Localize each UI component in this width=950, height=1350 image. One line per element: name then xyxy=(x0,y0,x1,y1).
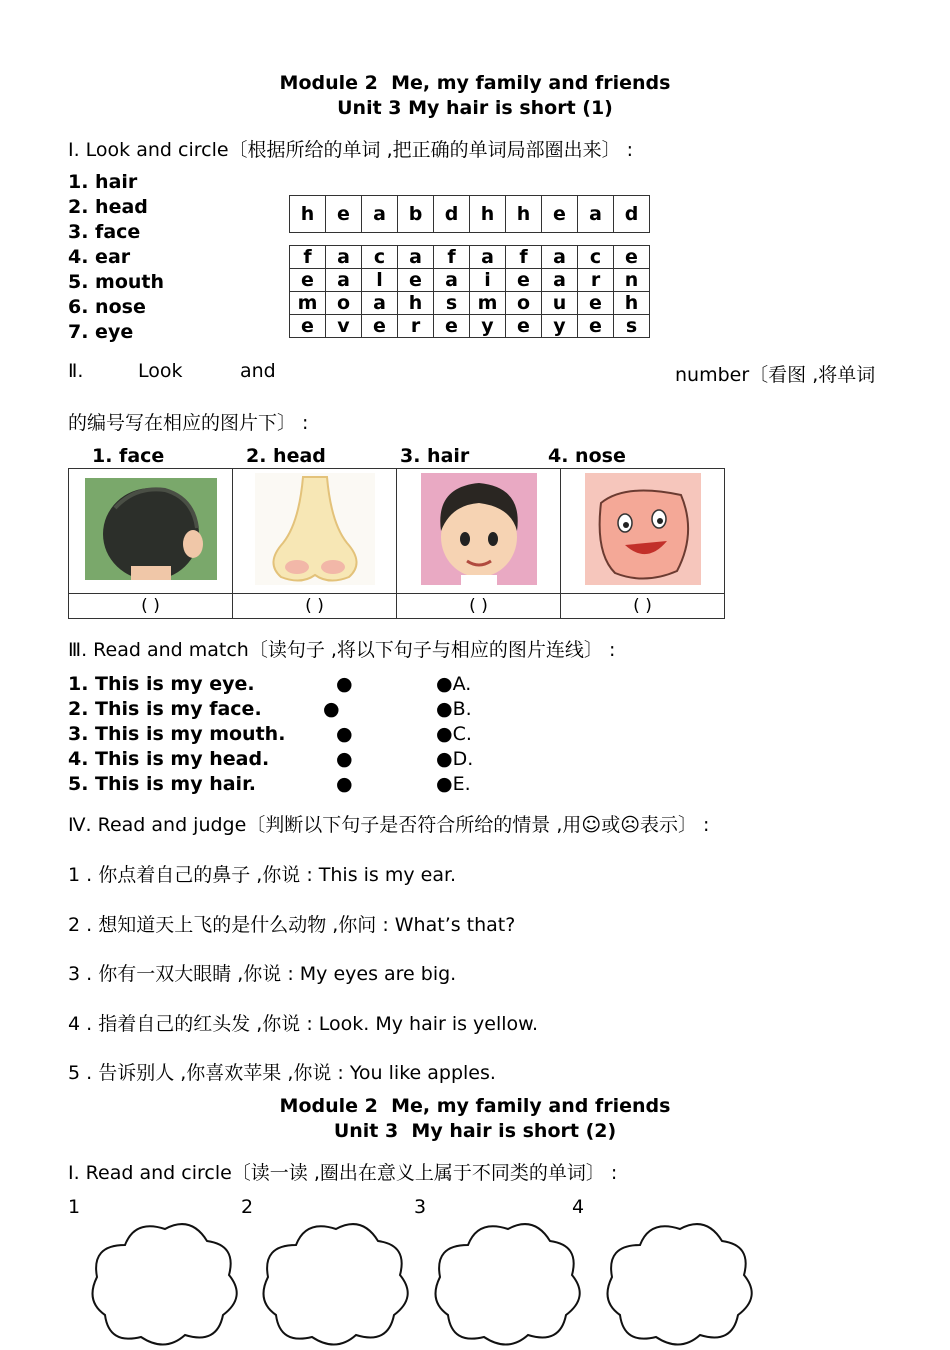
nose-illustration xyxy=(255,473,375,585)
word-cloud-3 xyxy=(428,1215,590,1350)
picture-word-head: 2. head xyxy=(246,445,326,467)
grid-cell[interactable]: a xyxy=(542,246,578,269)
word-item: 4. ear xyxy=(68,246,131,268)
match-letter[interactable]: ●B. xyxy=(436,698,472,720)
grid-cell[interactable]: m xyxy=(290,292,326,315)
answer-blank[interactable]: ( ) xyxy=(69,594,233,619)
grid-cell[interactable]: l xyxy=(362,269,398,292)
match-letter[interactable]: ●D. xyxy=(436,748,474,770)
grid-cell[interactable]: b xyxy=(398,196,434,233)
cloud-number: 2 xyxy=(241,1196,254,1218)
judge-item: 2 . 想知道天上飞的是什么动物 ,你问 : What’s that? xyxy=(68,914,516,936)
grid-cell[interactable]: o xyxy=(506,292,542,315)
section2-heading-and: and xyxy=(240,360,276,382)
section2-heading-number: number〔看图 ,将单词 xyxy=(675,364,876,386)
module-title-2: Module 2 Me, my family and friends xyxy=(279,1095,671,1117)
match-left-dots xyxy=(323,672,353,797)
grid-cell[interactable]: v xyxy=(326,315,362,338)
picture-word-hair: 3. hair xyxy=(400,445,470,467)
match-dot[interactable]: ● xyxy=(336,723,353,745)
grid-cell[interactable]: a xyxy=(326,269,362,292)
section4-heading: Ⅳ. Read and judge〔判断以下句子是否符合所给的情景 ,用☺或☹表示〕 : xyxy=(68,814,710,836)
grid-cell[interactable]: s xyxy=(614,315,650,338)
cloud-number: 3 xyxy=(414,1196,427,1218)
grid-cell[interactable]: a xyxy=(578,196,614,233)
match-letter[interactable]: ●E. xyxy=(436,773,471,795)
answer-blank[interactable]: ( ) xyxy=(397,594,561,619)
word-item: 7. eye xyxy=(68,321,134,343)
grid-cell[interactable]: s xyxy=(434,292,470,315)
picture-cell xyxy=(69,469,233,594)
picture-cell xyxy=(561,469,725,594)
grid-cell[interactable]: e xyxy=(578,315,614,338)
match-dot[interactable]: ● xyxy=(336,673,353,695)
head-back-illustration xyxy=(85,478,217,580)
picture-cell xyxy=(397,469,561,594)
grid-cell[interactable]: a xyxy=(398,246,434,269)
word-cloud-1 xyxy=(85,1215,247,1350)
grid-cell[interactable]: e xyxy=(290,269,326,292)
grid-cell[interactable]: h xyxy=(506,196,542,233)
grid-cell[interactable]: e xyxy=(398,269,434,292)
section2-heading-look: Look xyxy=(138,360,183,382)
section3-heading: Ⅲ. Read and match〔读句子 ,将以下句子与相应的图片连线〕 : xyxy=(68,639,616,661)
word-item: 1. hair xyxy=(68,171,138,193)
picture-cell xyxy=(233,469,397,594)
answer-blank[interactable]: ( ) xyxy=(233,594,397,619)
cloud-number: 4 xyxy=(572,1196,585,1218)
grid-cell[interactable]: a xyxy=(362,292,398,315)
match-dot[interactable]: ● xyxy=(336,748,353,770)
grid-cell[interactable]: e xyxy=(290,315,326,338)
match-sentence: 2. This is my face. xyxy=(68,698,262,720)
match-letter[interactable]: ●A. xyxy=(436,673,472,695)
judge-item: 4 . 指着自己的红头发 ,你说 : Look. My hair is yellow. xyxy=(68,1013,539,1035)
word-cloud-2 xyxy=(256,1215,418,1350)
picture-word-face: 1. face xyxy=(92,445,165,467)
smiling-face-illustration xyxy=(585,473,701,585)
word-item: 2. head xyxy=(68,196,148,218)
picture-table xyxy=(68,468,725,619)
grid-cell[interactable]: i xyxy=(470,269,506,292)
letter-grid-top xyxy=(289,195,650,233)
grid-cell[interactable]: u xyxy=(542,292,578,315)
word-item: 6. nose xyxy=(68,296,146,318)
word-item: 5. mouth xyxy=(68,271,165,293)
grid-cell[interactable]: c xyxy=(578,246,614,269)
section2-heading-cont: 的编号写在相应的图片下〕 : xyxy=(68,412,309,434)
match-sentence: 4. This is my head. xyxy=(68,748,270,770)
grid-cell[interactable]: o xyxy=(326,292,362,315)
word-cloud-4 xyxy=(600,1215,762,1350)
letter-grid-bottom xyxy=(289,245,650,338)
grid-cell[interactable]: e xyxy=(578,292,614,315)
picture-word-nose: 4. nose xyxy=(548,445,626,467)
grid-cell[interactable]: e xyxy=(362,315,398,338)
grid-cell[interactable]: a xyxy=(362,196,398,233)
grid-cell[interactable]: e xyxy=(506,269,542,292)
grid-cell[interactable]: f xyxy=(434,246,470,269)
match-sentence: 1. This is my eye. xyxy=(68,673,255,695)
grid-cell[interactable]: c xyxy=(362,246,398,269)
boy-face-illustration xyxy=(421,473,537,585)
judge-item: 3 . 你有一双大眼睛 ,你说 : My eyes are big. xyxy=(68,963,457,985)
unit-title: Unit 3 My hair is short (1) xyxy=(337,97,613,119)
grid-cell[interactable]: a xyxy=(434,269,470,292)
grid-cell[interactable]: d xyxy=(614,196,650,233)
match-sentences xyxy=(68,672,285,797)
judge-item: 1 . 你点着自己的鼻子 ,你说 : This is my ear. xyxy=(68,864,457,886)
cloud-number: 1 xyxy=(68,1196,81,1218)
match-sentence: 5. This is my hair. xyxy=(68,773,256,795)
match-dot[interactable]: ● xyxy=(336,773,353,795)
grid-cell[interactable]: h xyxy=(614,292,650,315)
section2-heading-roman: Ⅱ. xyxy=(68,360,84,382)
judge-item: 5 . 告诉别人 ,你喜欢苹果 ,你说 : You like apples. xyxy=(68,1062,496,1084)
grid-cell[interactable]: h xyxy=(398,292,434,315)
grid-cell[interactable]: r xyxy=(398,315,434,338)
module-title: Module 2 Me, my family and friends xyxy=(279,72,671,94)
grid-cell[interactable]: f xyxy=(290,246,326,269)
word-list xyxy=(68,170,164,345)
match-sentence: 3. This is my mouth. xyxy=(68,723,286,745)
section1-heading: I. Look and circle〔根据所给的单词 ,把正确的单词局部圈出来〕 : xyxy=(68,139,634,161)
unit-title-2: Unit 3 My hair is short (2) xyxy=(333,1120,617,1142)
grid-cell[interactable]: h xyxy=(470,196,506,233)
match-letters xyxy=(436,672,473,797)
match-letter[interactable]: ●C. xyxy=(436,723,472,745)
grid-cell[interactable]: a xyxy=(326,246,362,269)
grid-cell[interactable]: e xyxy=(326,196,362,233)
grid-cell[interactable]: a xyxy=(542,269,578,292)
part2-section1-heading: I. Read and circle〔读一读 ,圈出在意义上属于不同类的单词〕 : xyxy=(68,1162,618,1184)
grid-cell[interactable]: m xyxy=(470,292,506,315)
grid-cell[interactable]: e xyxy=(614,246,650,269)
grid-cell[interactable]: f xyxy=(506,246,542,269)
grid-cell[interactable]: e xyxy=(542,196,578,233)
answer-blank[interactable]: ( ) xyxy=(561,594,725,619)
grid-cell[interactable]: d xyxy=(434,196,470,233)
word-item: 3. face xyxy=(68,221,141,243)
grid-cell[interactable]: a xyxy=(470,246,506,269)
grid-cell[interactable]: y xyxy=(542,315,578,338)
grid-cell[interactable]: h xyxy=(290,196,326,233)
grid-cell[interactable]: e xyxy=(506,315,542,338)
grid-cell[interactable]: n xyxy=(614,269,650,292)
match-dot[interactable]: ● xyxy=(323,698,340,720)
grid-cell[interactable]: e xyxy=(434,315,470,338)
grid-cell[interactable]: r xyxy=(578,269,614,292)
grid-cell[interactable]: y xyxy=(470,315,506,338)
